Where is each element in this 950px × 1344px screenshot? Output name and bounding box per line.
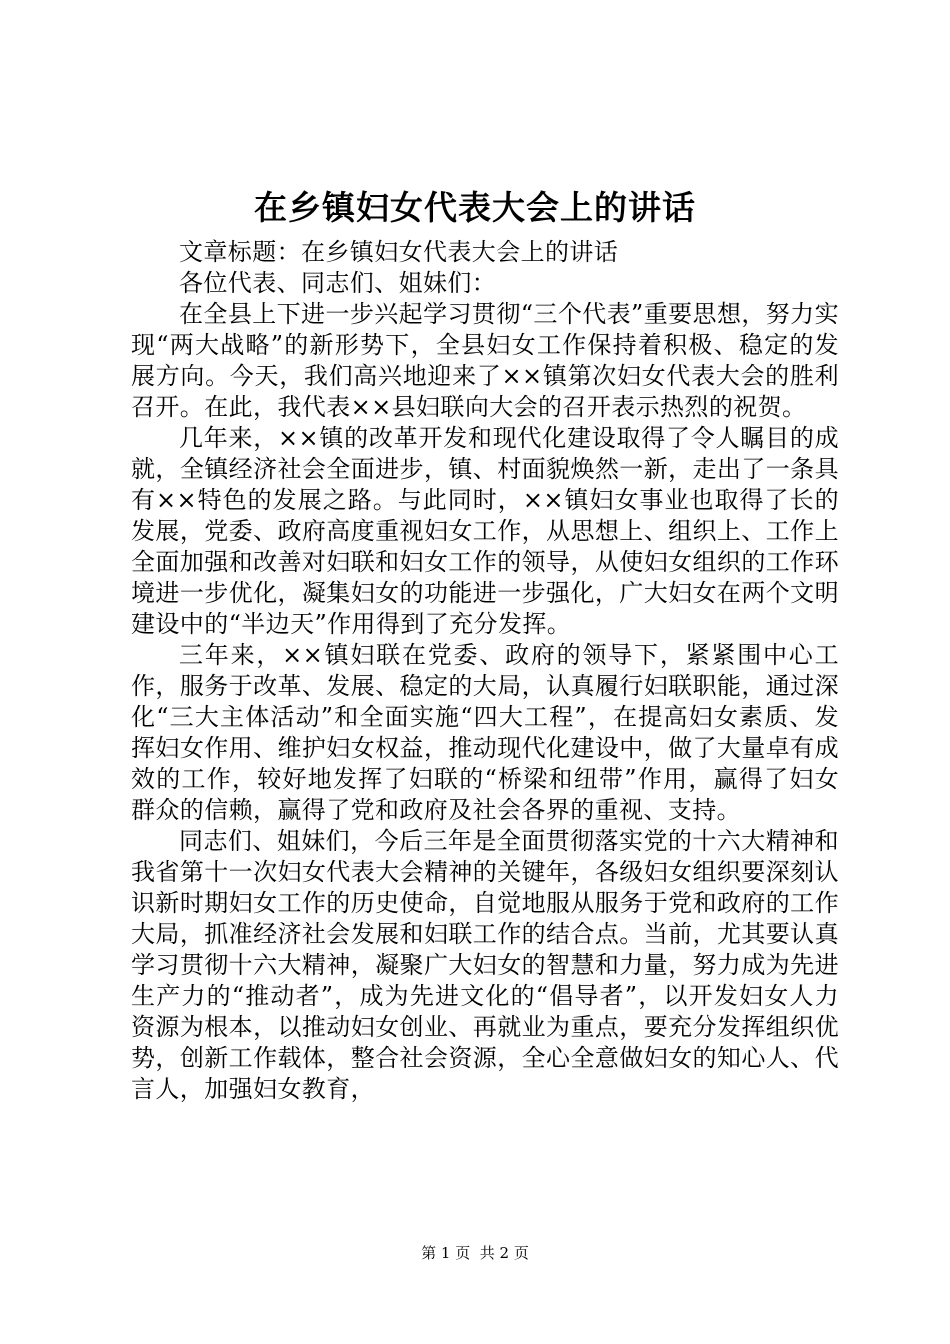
paragraph-intro: 在全县上下进一步兴起学习贯彻“三个代表”重要思想，努力实现“两大战略”的新形势下，全县妇女工作保持着积极、稳定的发展方向。今天，我们高兴地迎来了××镇第次妇女代表大会的胜利召开。在此，我代表××县妇联向大会的召开表示热烈的祝贺。 xyxy=(131,300,839,421)
page-total: 共 2 页 xyxy=(479,1244,529,1262)
document-title: 在乡镇妇女代表大会上的讲话 xyxy=(254,188,696,227)
paragraph-future: 同志们、姐妹们，今后三年是全面贯彻落实党的十六大精神和我省第十一次妇女代表大会精神的关键年，各级妇女组织要深刻认识新时期妇女工作的历史使命，自觉地服从服务于党和政府的工作大局，抓准经济社会发展和妇联工作的结合点。当前，尤其要认真学习贯彻十六大精神，凝聚广大妇女的智慧和力量，努力成为先进生产力的“推动者”，成为先进文化的“倡导者”，以开发妇女人力资源为根本，以推动妇女创业、再就业为重点，要充分发挥组织优势，创新工作载体，整合社会资源，全心全意做妇女的知心人、代言人，加强妇女教育， xyxy=(131,827,839,1103)
page-number: 第 1 页 xyxy=(421,1244,471,1262)
paragraph-three-years: 三年来，××镇妇联在党委、政府的领导下，紧紧围中心工作，服务于改革、发展、稳定的大局，认真履行妇联职能，通过深化“三大主体活动”和全面实施“四大工程”，在提高妇女素质、发挥妇女作用、维护妇女权益，推动现代化建设中，做了大量卓有成效的工作，较好地发挥了妇联的“桥梁和纽带”作用，赢得了妇女群众的信赖，赢得了党和政府及社会各界的重视、支持。 xyxy=(131,641,839,824)
document-body xyxy=(131,237,839,1105)
page-footer xyxy=(0,1243,950,1263)
article-title-line: 文章标题：在乡镇妇女代表大会上的讲话 xyxy=(179,238,619,266)
paragraph-achievements: 几年来，××镇的改革开发和现代化建设取得了令人瞩目的成就，全镇经济社会全面进步，镇、村面貌焕然一新，走出了一条具有××特色的发展之路。与此同时，××镇妇女事业也取得了长的发展，党委、政府高度重视妇女工作，从思想上、组织上、工作上全面加强和改善对妇联和妇女工作的领导，从使妇女组织的工作环境进一步优化，凝集妇女的功能进一步强化，广大妇女在两个文明建设中的“半边天”作用得到了充分发挥。 xyxy=(131,424,839,638)
salutation: 各位代表、同志们、姐妹们： xyxy=(179,269,497,297)
